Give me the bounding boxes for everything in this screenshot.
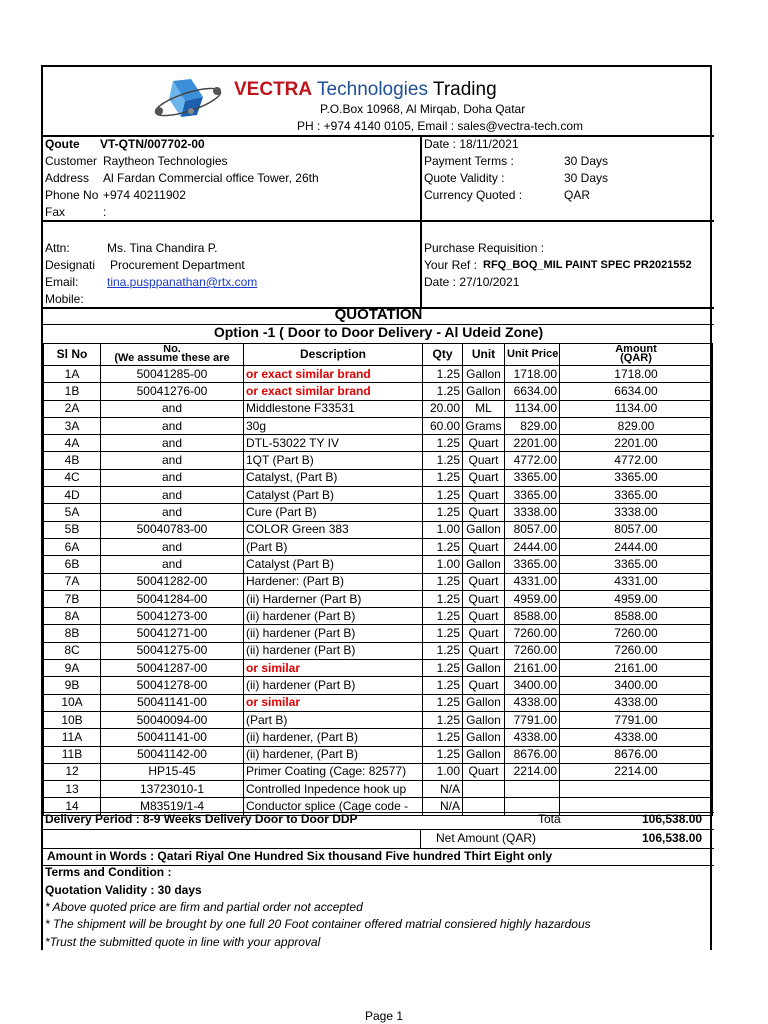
cell-qty: 1.25: [423, 435, 463, 452]
cell-qty: 1.25: [423, 642, 463, 659]
table-row: [44, 504, 713, 521]
attn-value: Ms. Tina Chandira P.: [107, 241, 218, 255]
cell-part-no: 50041287-00: [101, 660, 244, 677]
option-title: Option -1 ( Door to Door Delivery - Al Udeid Zone): [213, 324, 544, 340]
cell-unit: Quart: [463, 573, 505, 590]
table-row: [44, 608, 713, 625]
cell-qty: 1.25: [423, 694, 463, 711]
cell-part-no: 50041141-00: [101, 729, 244, 746]
cell-description: 30g: [244, 417, 423, 434]
cell-qty: 1.25: [423, 711, 463, 728]
cell-qty: 1.25: [423, 608, 463, 625]
cell-unit: Quart: [463, 469, 505, 486]
header-amount-label: Amount (QAR): [615, 344, 657, 364]
cell-unit: Gallon: [463, 521, 505, 538]
cell-qty: 1.25: [423, 487, 463, 504]
cell-unit: ML: [463, 400, 505, 417]
cell-description: or similar: [244, 694, 423, 711]
cell-sl-no: 9B: [44, 677, 101, 694]
cell-sl-no: 1A: [44, 366, 101, 383]
terms-title: Terms and Condition :: [45, 865, 172, 879]
phone-value: +974 40211902: [103, 188, 186, 202]
cell-unit-price: 8057.00: [505, 521, 560, 538]
cell-unit-price: 1134.00: [505, 400, 560, 417]
cell-unit: Quart: [463, 642, 505, 659]
column-divider: [420, 220, 422, 308]
cell-amount: 4338.00: [560, 694, 713, 711]
cell-sl-no: 4D: [44, 487, 101, 504]
column-divider: [420, 135, 422, 222]
cell-qty: 1.25: [423, 746, 463, 763]
cell-description: Controlled Inpedence hook up: [244, 781, 423, 798]
cell-part-no: and: [101, 417, 244, 434]
mobile-label: Mobile:: [45, 292, 84, 306]
cell-unit: Quart: [463, 608, 505, 625]
cell-qty: 1.25: [423, 677, 463, 694]
amount-in-words: Amount in Words : Qatari Riyal One Hundred Six thousand Five hundred Thirt Eight only: [47, 849, 553, 863]
address-value: Al Fardan Commercial office Tower, 26th: [103, 171, 319, 185]
purchase-requisition-label: Purchase Requisition :: [424, 241, 545, 255]
cell-sl-no: 7A: [44, 573, 101, 590]
cell-amount: 2201.00: [560, 435, 713, 452]
cell-unit: Gallon: [463, 383, 505, 400]
cell-amount: 1134.00: [560, 400, 713, 417]
cell-unit: Gallon: [463, 746, 505, 763]
cell-sl-no: 10B: [44, 711, 101, 728]
brand-rest: Technologies: [312, 79, 433, 100]
items-body: [44, 366, 713, 816]
cell-sl-no: 4B: [44, 452, 101, 469]
cell-unit-price: 3365.00: [505, 487, 560, 504]
table-row: [44, 763, 713, 780]
cell-sl-no: 8C: [44, 642, 101, 659]
cell-description: COLOR Green 383: [244, 521, 423, 538]
cell-amount: 4772.00: [560, 452, 713, 469]
cell-unit: Gallon: [463, 729, 505, 746]
cell-description: (ii) hardener (Part B): [244, 625, 423, 642]
note-shipment: * The shipment will be brought by one full 20 Foot container offered matrial consiered highly hazardous: [45, 917, 591, 931]
fax-value: :: [103, 205, 107, 219]
cell-qty: 1.00: [423, 521, 463, 538]
cell-unit-price: 4959.00: [505, 590, 560, 607]
cell-description: Catalyst (Part B): [244, 556, 423, 573]
cell-qty: N/A: [423, 781, 463, 798]
cell-sl-no: 6B: [44, 556, 101, 573]
cell-sl-no: 13: [44, 781, 101, 798]
cell-qty: 1.25: [423, 660, 463, 677]
cell-amount: 4338.00: [560, 729, 713, 746]
company-address: P.O.Box 10968, Al Mirqab, Doha Qatar: [320, 102, 526, 116]
cell-sl-no: 5A: [44, 504, 101, 521]
cell-part-no: 50041141-00: [101, 694, 244, 711]
cell-sl-no: 11A: [44, 729, 101, 746]
cell-unit-price: 829.00: [505, 417, 560, 434]
cell-description: Primer Coating (Cage: 82577): [244, 763, 423, 780]
cell-qty: 20.00: [423, 400, 463, 417]
cell-amount: 829.00: [560, 417, 713, 434]
cell-qty: N/A: [423, 798, 463, 815]
cell-unit-price: 4772.00: [505, 452, 560, 469]
divider: [43, 829, 714, 830]
cell-description: or exact similar brand: [244, 383, 423, 400]
cell-amount: 4331.00: [560, 573, 713, 590]
cell-unit-price: [505, 781, 560, 798]
header-qty: Qty: [423, 344, 463, 366]
cell-unit-price: 3365.00: [505, 556, 560, 573]
cell-unit-price: 6634.00: [505, 383, 560, 400]
table-row: [44, 642, 713, 659]
your-ref-value: RFQ_BOQ_MIL PAINT SPEC PR2021552: [483, 259, 692, 271]
cell-amount: 2444.00: [560, 538, 713, 555]
cell-part-no: and: [101, 487, 244, 504]
cell-sl-no: 6A: [44, 538, 101, 555]
currency-value: QAR: [564, 188, 591, 202]
fax-label: Fax: [45, 205, 66, 219]
table-row: [44, 487, 713, 504]
cell-description: (Part B): [244, 538, 423, 555]
designation-value: Procurement Department: [110, 258, 245, 272]
header-unit-price: Unit Price: [505, 344, 560, 366]
total-value: 106,538.00: [642, 812, 703, 826]
cell-part-no: HP15-45: [101, 763, 244, 780]
cell-amount: [560, 781, 713, 798]
cell-unit-price: 7260.00: [505, 625, 560, 642]
cell-part-no: 50041282-00: [101, 573, 244, 590]
table-row: [44, 729, 713, 746]
cell-qty: 1.25: [423, 625, 463, 642]
brand-trading: Trading: [432, 79, 497, 100]
cell-qty: 1.25: [423, 729, 463, 746]
items-table: [43, 343, 713, 816]
table-header-row: [44, 344, 713, 366]
table-row: [44, 677, 713, 694]
note-partial-order: * Above quoted price are firm and partial order not accepted: [45, 900, 363, 914]
cell-part-no: 50041276-00: [101, 383, 244, 400]
cell-sl-no: 7B: [44, 590, 101, 607]
header-description: Description: [244, 344, 423, 366]
cell-unit-price: 2214.00: [505, 763, 560, 780]
cell-amount: 3365.00: [560, 469, 713, 486]
column-divider: [420, 829, 421, 849]
cell-part-no: and: [101, 469, 244, 486]
cell-sl-no: 5B: [44, 521, 101, 538]
cell-description: Catalyst (Part B): [244, 487, 423, 504]
your-ref-label: Your Ref :: [424, 258, 477, 272]
cell-part-no: 50041285-00: [101, 366, 244, 383]
cell-description: (ii) hardener (Part B): [244, 642, 423, 659]
cell-description: Conductor splice (Cage code -: [244, 798, 423, 815]
cell-unit: Quart: [463, 487, 505, 504]
payment-terms-label: Payment Terms :: [424, 154, 514, 168]
cell-description: Hardener: (Part B): [244, 573, 423, 590]
cell-qty: 60.00: [423, 417, 463, 434]
cell-part-no: 50041278-00: [101, 677, 244, 694]
cell-part-no: 50041271-00: [101, 625, 244, 642]
header-unit: Unit: [463, 344, 505, 366]
cell-amount: 7791.00: [560, 711, 713, 728]
cell-amount: 3400.00: [560, 677, 713, 694]
cell-unit-price: 4338.00: [505, 694, 560, 711]
cell-part-no: M83519/1-4: [101, 798, 244, 815]
quote-date: Date : 18/11/2021: [424, 137, 519, 151]
header-sl-no: Sl No: [44, 344, 101, 366]
cell-unit: Gallon: [463, 660, 505, 677]
address-label: Address: [45, 171, 90, 185]
cell-sl-no: 4C: [44, 469, 101, 486]
quote-validity-label: Quote Validity :: [424, 171, 505, 185]
table-row: [44, 590, 713, 607]
cell-part-no: and: [101, 538, 244, 555]
cell-unit-price: 2201.00: [505, 435, 560, 452]
quote-validity-value: 30 Days: [564, 171, 609, 185]
cell-description: Cure (Part B): [244, 504, 423, 521]
total-label: Tota: [538, 812, 561, 826]
cell-qty: 1.25: [423, 366, 463, 383]
cell-qty: 1.00: [423, 763, 463, 780]
delivery-period: Delivery Period : 8-9 Weeks Delivery Door to Door DDP: [45, 812, 358, 826]
cell-unit: [463, 781, 505, 798]
cell-description: (ii) Harderner (Part B): [244, 590, 423, 607]
divider: [43, 220, 714, 222]
cell-unit-price: 8676.00: [505, 746, 560, 763]
cell-unit-price: 3365.00: [505, 469, 560, 486]
cell-description: 1QT (Part B): [244, 452, 423, 469]
cell-qty: 1.25: [423, 538, 463, 555]
designation-label: Designati: [45, 258, 96, 272]
cell-unit-price: 3400.00: [505, 677, 560, 694]
cell-sl-no: 4A: [44, 435, 101, 452]
cell-amount: 2161.00: [560, 660, 713, 677]
table-row: [44, 781, 713, 798]
currency-label: Currency Quoted :: [424, 188, 523, 202]
table-row: [44, 435, 713, 452]
cell-unit-price: 3338.00: [505, 504, 560, 521]
cell-amount: 6634.00: [560, 383, 713, 400]
table-row: [44, 383, 713, 400]
cell-part-no: and: [101, 504, 244, 521]
table-row: [44, 417, 713, 434]
cell-description: Middlestone F33531: [244, 400, 423, 417]
table-row: [44, 538, 713, 555]
note-approval: *Trust the submitted quote in line with your approval: [45, 935, 321, 949]
cell-sl-no: 1B: [44, 383, 101, 400]
cell-amount: 8057.00: [560, 521, 713, 538]
cell-sl-no: 8A: [44, 608, 101, 625]
table-row: [44, 400, 713, 417]
attn-label: Attn:: [45, 241, 70, 255]
cell-description: Catalyst, (Part B): [244, 469, 423, 486]
cell-sl-no: 8B: [44, 625, 101, 642]
cell-part-no: 50041273-00: [101, 608, 244, 625]
quotation-sheet: [41, 65, 712, 950]
quotation-validity: Quotation Validity : 30 days: [45, 883, 202, 897]
cell-sl-no: 14: [44, 798, 101, 815]
cell-unit: Quart: [463, 625, 505, 642]
cell-sl-no: 11B: [44, 746, 101, 763]
customer-label: Customer: [45, 154, 98, 168]
cell-unit: Gallon: [463, 711, 505, 728]
net-amount-value: 106,538.00: [642, 831, 703, 845]
cell-unit: Quart: [463, 504, 505, 521]
cell-amount: 3365.00: [560, 556, 713, 573]
cell-unit: Quart: [463, 590, 505, 607]
cell-unit-price: 7791.00: [505, 711, 560, 728]
company-name: [234, 79, 497, 101]
table-row: [44, 660, 713, 677]
cell-amount: 3338.00: [560, 504, 713, 521]
cell-unit: Gallon: [463, 556, 505, 573]
qoute-number: VT-QTN/007702-00: [100, 137, 205, 151]
cell-part-no: and: [101, 452, 244, 469]
vectra-logo-icon: [151, 75, 225, 127]
cell-unit-price: 8588.00: [505, 608, 560, 625]
phone-label: Phone No: [45, 188, 99, 202]
cell-part-no: 13723010-1: [101, 781, 244, 798]
table-row: [44, 746, 713, 763]
cell-qty: 1.25: [423, 504, 463, 521]
email-link[interactable]: tina.pusppanathan@rtx.com: [107, 275, 258, 289]
cell-unit-price: 4331.00: [505, 573, 560, 590]
cell-amount: 7260.00: [560, 642, 713, 659]
net-amount-label: Net Amount (QAR): [436, 831, 537, 845]
cell-description: (ii) hardener (Part B): [244, 677, 423, 694]
table-row: [44, 694, 713, 711]
cell-unit-price: 7260.00: [505, 642, 560, 659]
cell-unit: Quart: [463, 452, 505, 469]
cell-qty: 1.25: [423, 469, 463, 486]
cell-amount: 8676.00: [560, 746, 713, 763]
cell-amount: 2214.00: [560, 763, 713, 780]
cell-part-no: and: [101, 400, 244, 417]
brand-bold: VECTRA: [234, 79, 313, 100]
header-part-no: [101, 344, 244, 366]
cell-unit: Quart: [463, 435, 505, 452]
cell-part-no: 50041275-00: [101, 642, 244, 659]
cell-part-no: and: [101, 435, 244, 452]
cell-sl-no: 2A: [44, 400, 101, 417]
cell-unit-price: 2161.00: [505, 660, 560, 677]
cell-sl-no: 10A: [44, 694, 101, 711]
cell-part-no: 50041284-00: [101, 590, 244, 607]
page-number: Page 1: [364, 1009, 404, 1023]
cell-qty: 1.00: [423, 556, 463, 573]
header-part-no-label: No. (We assume these are: [114, 344, 230, 364]
cell-amount: 8588.00: [560, 608, 713, 625]
cell-unit: Gallon: [463, 366, 505, 383]
cell-sl-no: 12: [44, 763, 101, 780]
cell-amount: 7260.00: [560, 625, 713, 642]
cell-description: or similar: [244, 660, 423, 677]
table-row: [44, 573, 713, 590]
email-label: Email:: [45, 275, 79, 289]
quotation-title: QUOTATION: [334, 306, 423, 323]
cell-sl-no: 9A: [44, 660, 101, 677]
cell-unit: Quart: [463, 538, 505, 555]
table-row: [44, 521, 713, 538]
cell-amount: 1718.00: [560, 366, 713, 383]
cell-sl-no: 3A: [44, 417, 101, 434]
cell-description: (ii) hardener, (Part B): [244, 729, 423, 746]
cell-unit: Grams: [463, 417, 505, 434]
cell-part-no: and: [101, 556, 244, 573]
table-row: [44, 556, 713, 573]
cell-description: (Part B): [244, 711, 423, 728]
cell-amount: 3365.00: [560, 487, 713, 504]
table-row: [44, 711, 713, 728]
table-row: [44, 625, 713, 642]
cell-description: (ii) hardener (Part B): [244, 608, 423, 625]
table-row: [44, 452, 713, 469]
cell-part-no: 50040094-00: [101, 711, 244, 728]
header-amount: [560, 344, 713, 366]
cell-description: or exact similar brand: [244, 366, 423, 383]
cell-unit: Quart: [463, 763, 505, 780]
cell-amount: 4959.00: [560, 590, 713, 607]
cell-qty: 1.25: [423, 383, 463, 400]
cell-part-no: 50041142-00: [101, 746, 244, 763]
cell-unit-price: 1718.00: [505, 366, 560, 383]
cell-unit: Quart: [463, 677, 505, 694]
company-contact: PH : +974 4140 0105, Email : sales@vectra-tech.com: [297, 119, 583, 133]
cell-part-no: 50040783-00: [101, 521, 244, 538]
cell-qty: 1.25: [423, 590, 463, 607]
payment-terms-value: 30 Days: [564, 154, 609, 168]
cell-unit: Gallon: [463, 694, 505, 711]
cell-unit-price: 2444.00: [505, 538, 560, 555]
table-row: [44, 469, 713, 486]
cell-qty: 1.25: [423, 452, 463, 469]
cell-description: (ii) hardener, (Part B): [244, 746, 423, 763]
table-row: [44, 366, 713, 383]
cell-description: DTL-53022 TY IV: [244, 435, 423, 452]
cell-qty: 1.25: [423, 573, 463, 590]
customer-value: Raytheon Technologies: [103, 154, 228, 168]
reference-date: Date : 27/10/2021: [424, 275, 520, 289]
qoute-label: Qoute: [45, 137, 80, 151]
cell-unit-price: 4338.00: [505, 729, 560, 746]
